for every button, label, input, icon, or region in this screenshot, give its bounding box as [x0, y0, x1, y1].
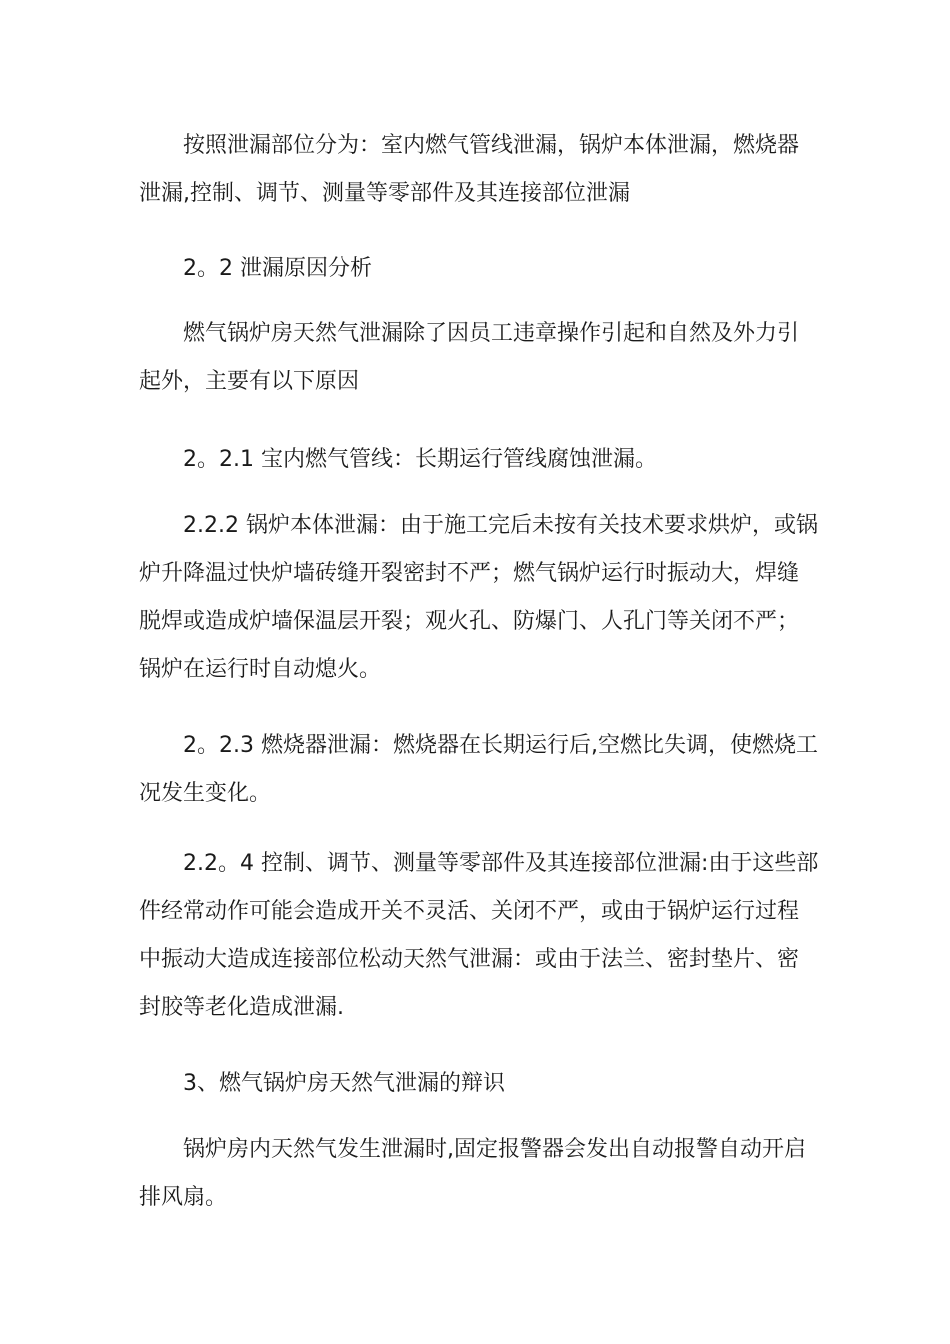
text-line: 按照泄漏部位分为：室内燃气管线泄漏，锅炉本体泄漏，燃烧器	[183, 133, 800, 158]
text-line: 2。2.1 宝内燃气管线：长期运行管线腐蚀泄漏。	[183, 447, 657, 472]
text-line: 锅炉房内天然气发生泄漏时,固定报警器会发出自动报警自动开启	[183, 1137, 806, 1162]
text-line: 况发生变化。	[139, 781, 272, 806]
paragraph-2-2-2-boiler-body-leak	[139, 502, 819, 694]
paragraph-2-2-4-control-parts-leak	[139, 840, 819, 1032]
text-line: 件经常动作可能会造成开关不灵活、关闭不严，或由于锅炉运行过程	[139, 899, 800, 924]
text-line: 封胶等老化造成泄漏.	[139, 995, 344, 1020]
text-line: 炉升降温过快炉墙砖缝开裂密封不严；燃气锅炉运行时振动大，焊缝	[139, 561, 800, 586]
heading-2-2-leak-cause-analysis	[139, 245, 819, 293]
text-line: 排风扇。	[139, 1185, 228, 1210]
text-line: 2.2.2 锅炉本体泄漏：由于施工完后未按有关技术要求烘炉，或锅	[183, 513, 818, 538]
paragraph-2-2-3-burner-leak	[139, 722, 819, 818]
paragraph-2-2-1-indoor-pipeline	[139, 436, 819, 484]
text-line: 2。2.3 燃烧器泄漏：燃烧器在长期运行后,空燃比失调，使燃烧工	[183, 733, 818, 758]
text-line: 燃气锅炉房天然气泄漏除了因员工违章操作引起和自然及外力引	[183, 321, 800, 346]
paragraph-alarm-description	[139, 1126, 819, 1222]
paragraph-leak-locations	[139, 122, 819, 218]
text-line: 泄漏,控制、调节、测量等零部件及其连接部位泄漏	[139, 181, 630, 206]
paragraph-leak-causes-intro	[139, 310, 819, 406]
text-line: 起外，主要有以下原因	[139, 369, 360, 394]
text-line: 2。2 泄漏原因分析	[183, 256, 372, 281]
text-line: 中振动大造成连接部位松动天然气泄漏：或由于法兰、密封垫片、密	[139, 947, 800, 972]
text-line: 锅炉在运行时自动熄火。	[139, 657, 382, 682]
text-line: 脱焊或造成炉墙保温层开裂；观火孔、防爆门、人孔门等关闭不严；	[139, 609, 800, 634]
heading-3-leak-identification	[139, 1060, 819, 1108]
text-line: 3、燃气锅炉房天然气泄漏的辩识	[183, 1071, 505, 1096]
text-line: 2.2。4 控制、调节、测量等零部件及其连接部位泄漏:由于这些部	[183, 851, 819, 876]
